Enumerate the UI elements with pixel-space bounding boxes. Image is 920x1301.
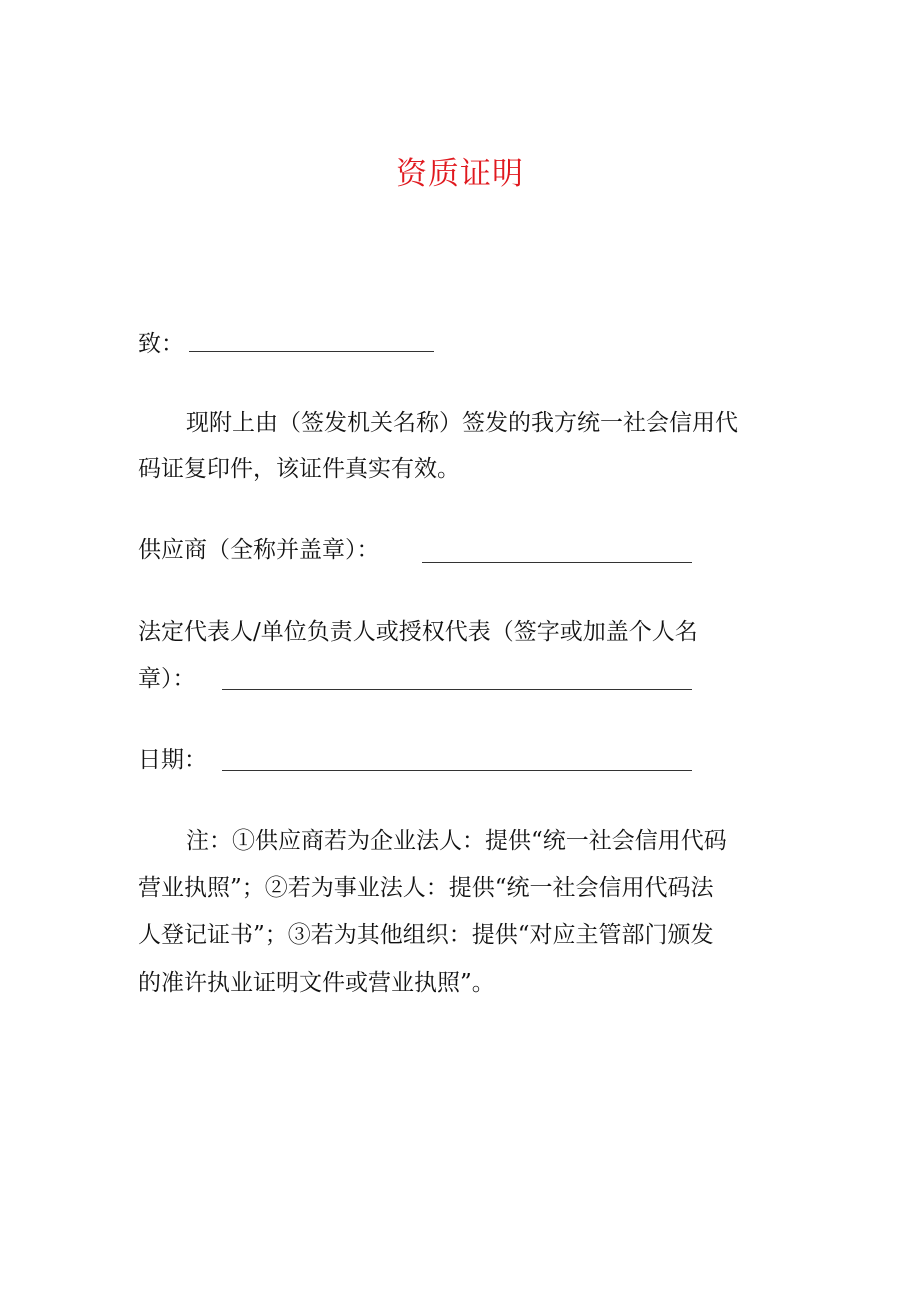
statement-line-2: 码证复印件，该证件真实有效。 — [138, 456, 460, 482]
legal-rep-line-2: 章）： — [138, 666, 196, 692]
note-line-1: 注：①供应商若为企业法人：提供“统一社会信用代码 — [186, 828, 727, 854]
recipient-blank — [189, 351, 434, 352]
recipient-label: 致： — [138, 331, 184, 357]
supplier-blank — [422, 562, 692, 563]
supplier-label: 供应商（全称并盖章）： — [138, 537, 380, 563]
statement-line-1: 现附上由（签发机关名称）签发的我方统一社会信用代 — [186, 410, 738, 436]
date-blank — [222, 770, 692, 771]
note-line-2: 营业执照”；②若为事业法人：提供“统一社会信用代码法 — [138, 875, 714, 901]
legal-rep-blank — [222, 689, 692, 690]
legal-rep-line-1: 法定代表人/单位负责人或授权代表（签字或加盖个人名 — [138, 619, 698, 645]
note-line-4: 的准许执业证明文件或营业执照”。 — [138, 970, 495, 996]
page-title: 资质证明 — [396, 156, 524, 192]
note-line-3: 人登记证书”；③若为其他组织：提供“对应主管部门颁发 — [138, 922, 714, 948]
date-label: 日期： — [138, 747, 207, 773]
